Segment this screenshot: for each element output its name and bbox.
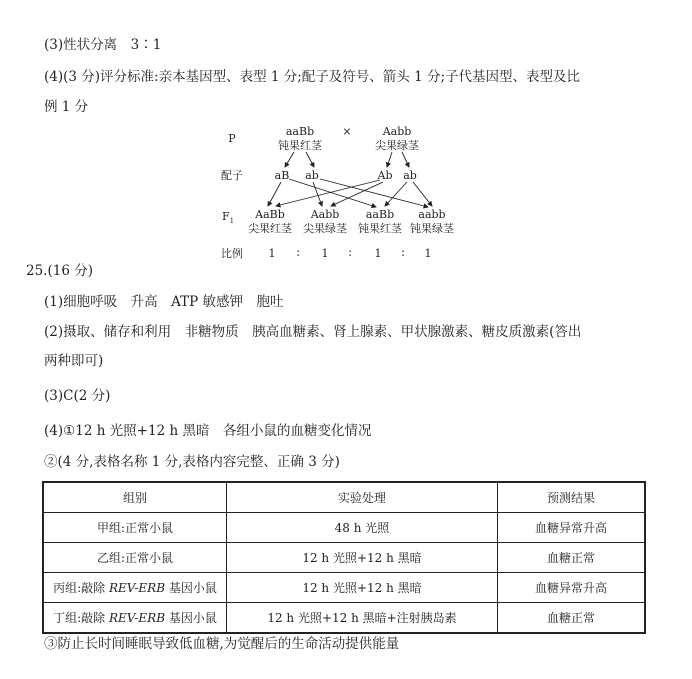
- offspring-phenotype: 钝果红茎: [358, 222, 402, 235]
- offspring-phenotype: 钝果绿茎: [410, 222, 454, 235]
- ratio-sep: ∶: [401, 247, 405, 260]
- parent1-phenotype: 钝果红茎: [278, 139, 322, 152]
- p-label: P: [228, 132, 236, 145]
- gamete-label: 配子: [221, 169, 243, 182]
- table-header-row: [43, 482, 645, 513]
- f1-label: $F_1$: [221, 210, 235, 225]
- offspring-phenotype: 尖果红茎: [248, 222, 292, 235]
- offspring-genotype: aaBb: [365, 208, 395, 221]
- ratio-value: 1: [268, 247, 276, 260]
- cell-group: 丁组:敲除 REV-ERB 基因小鼠: [43, 603, 227, 634]
- answer-25-2-cont: 两种即可): [44, 353, 104, 369]
- table-row: [43, 543, 645, 573]
- offspring-genotype: AaBb: [255, 208, 285, 221]
- answer-25-3: (3)C(2 分): [44, 388, 111, 404]
- offspring-genotype: Aabb: [310, 208, 340, 221]
- table-row: [43, 513, 645, 543]
- gamete: Ab: [377, 169, 393, 182]
- cell-treatment: 12 h 光照+12 h 黑暗: [227, 573, 498, 603]
- table-row: [43, 603, 645, 634]
- cell-result: 血糖异常升高: [498, 573, 646, 603]
- cell-treatment: 48 h 光照: [227, 513, 498, 543]
- ratio-label: 比例: [221, 247, 243, 260]
- ratio-value: 1: [321, 247, 329, 260]
- offspring-genotype: aabb: [418, 208, 446, 221]
- cell-group: 丙组:敲除 REV-ERB 基因小鼠: [43, 573, 227, 603]
- cell-result: 血糖异常升高: [498, 513, 646, 543]
- answer-25-4-3: ③防止长时间睡眠导致低血糖,为觉醒后的生命活动提供能量: [44, 636, 400, 652]
- gamete: ab: [403, 169, 417, 182]
- answer-25-4-2: ②(4 分,表格名称 1 分,表格内容完整、正确 3 分): [44, 454, 340, 470]
- answer-4-cont: 例 1 分: [44, 99, 89, 115]
- experiment-table: [42, 481, 646, 634]
- cell-group: 甲组:正常小鼠: [43, 513, 227, 543]
- offspring-phenotype: 尖果绿茎: [303, 222, 347, 235]
- cell-group: 乙组:正常小鼠: [43, 543, 227, 573]
- cross-symbol: ×: [342, 125, 352, 138]
- header-group: 组别: [43, 482, 227, 513]
- table-row: [43, 573, 645, 603]
- cell-treatment: 12 h 光照+12 h 黑暗+注射胰岛素: [227, 603, 498, 634]
- answer-4: (4)(3 分)评分标准:亲本基因型、表型 1 分;配子及符号、箭头 1 分;子代基因型、表型及比: [44, 69, 581, 85]
- parent2-genotype: Aabb: [382, 125, 412, 138]
- ratio-sep: ∶: [348, 247, 352, 260]
- cell-treatment: 12 h 光照+12 h 黑暗: [227, 543, 498, 573]
- ratio-value: 1: [374, 247, 382, 260]
- ratio-value: 1: [424, 247, 432, 260]
- answer-3: (3)性状分离 3∶1: [44, 37, 162, 53]
- header-treatment: 实验处理: [227, 482, 498, 513]
- answer-25-1: (1)细胞呼吸 升高 ATP 敏感钾 胞吐: [44, 294, 284, 310]
- question-25: 25.(16 分): [26, 263, 93, 279]
- parent2-phenotype: 尖果绿茎: [375, 139, 419, 152]
- header-result: 预测结果: [498, 482, 646, 513]
- gamete: ab: [305, 169, 319, 182]
- parent1-genotype: aaBb: [285, 125, 315, 138]
- ratio-sep: ∶: [296, 247, 300, 260]
- answer-25-4: (4)①12 h 光照+12 h 黑暗 各组小鼠的血糖变化情况: [44, 423, 372, 439]
- genetic-cross-diagram: [0, 0, 692, 270]
- cell-result: 血糖正常: [498, 603, 646, 634]
- answer-25-2: (2)摄取、储存和利用 非糖物质 胰高血糖素、肾上腺素、甲状腺激素、糖皮质激素(答出: [44, 324, 582, 340]
- gamete: aB: [274, 169, 290, 182]
- cell-result: 血糖正常: [498, 543, 646, 573]
